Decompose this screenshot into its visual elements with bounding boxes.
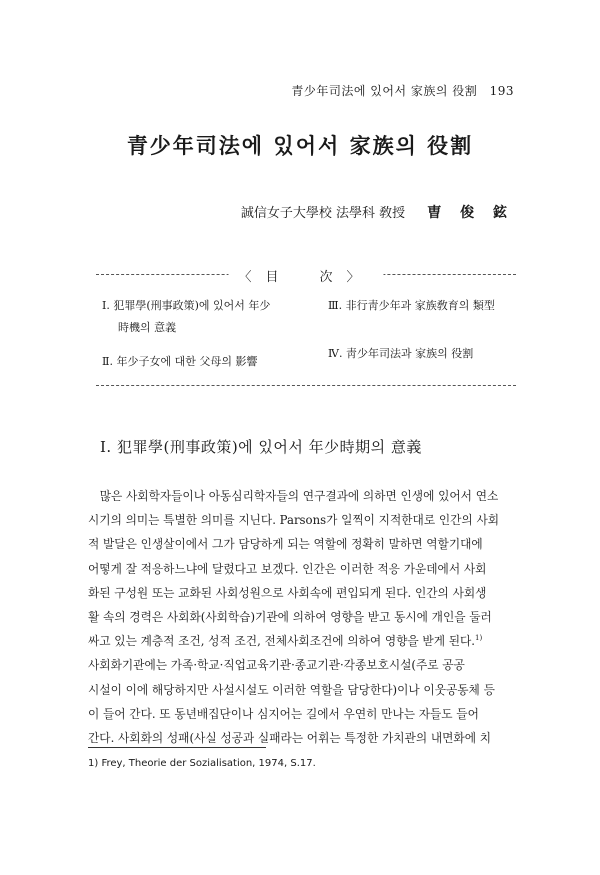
section-heading: I. 犯罪學(刑事政策)에 있어서 年少時期의 意義: [100, 438, 422, 456]
body-line: 적 발달은 인생살이에서 그가 담당하게 되는 역할에 정확히 말하면 역할기대에: [88, 537, 483, 552]
body-line: 어떻게 잘 적응하느냐에 달렸다고 보겠다. 인간은 이러한 적응 가운데에서 사회: [88, 561, 487, 576]
body-line: 간다. 사회화의 성패(사실 성공과 실패라는 어휘는 특정한 가치관의 내면화에 치: [88, 731, 491, 746]
running-title: 青少年司法에 있어서 家族의 役割: [291, 84, 478, 98]
toc-item-label: I. 犯罪學(刑事政策)에 있어서 年少: [102, 299, 271, 312]
author-affiliation: 誠信女子大學校 法學科 敎授: [240, 206, 406, 221]
body-line-with-footnote: [88, 629, 516, 653]
toc-item-2: [102, 353, 257, 369]
toc-title: 〈目 次〉: [228, 266, 383, 285]
footnote-reference[interactable]: 1): [475, 634, 483, 643]
toc-item-continuation: 時機의 意義: [118, 321, 177, 334]
footnote-divider: [88, 747, 266, 748]
toc-item-3: [328, 297, 495, 313]
body-line: 이 들어 간다. 또 동년배집단이나 심지어는 길에서 우연히 만나는 자들도 들어: [88, 706, 479, 721]
body-line: 시설이 이에 해당하지만 사설시설도 이러한 역할을 담당한다)이나 이웃공동체 등: [88, 682, 495, 697]
author-name: 曺 俊 鉉: [427, 205, 514, 221]
toc-item-label: Ⅲ. 非行靑少年과 家族敎育의 類型: [328, 299, 495, 312]
toc-item-label: Ⅳ. 靑少年司法과 家族의 役割: [328, 347, 474, 360]
body-line-text: 싸고 있는 계층적 조건, 성적 조건, 전체사회조건에 의하여 영향을 받게 된다.: [88, 634, 476, 649]
toc-item-1: [102, 297, 270, 335]
body-line: 화된 구성원 또는 교화된 사회성원으로 사회속에 편입되게 된다. 인간의 사회생: [88, 585, 487, 600]
body-line: 활 속의 경력은 사회화(사회학습)기관에 의하여 영향을 받고 동시에 개인을 둘러: [88, 610, 492, 625]
body-paragraph: [88, 484, 516, 750]
body-line: 시기의 의미는 특별한 의미를 지닌다. Parsons가 일찍이 지적한대로 인간의 사회: [88, 513, 500, 528]
paper-title: 青少年司法에 있어서 家族의 役割: [126, 133, 474, 158]
toc-item-4: [328, 345, 473, 361]
running-header: [291, 82, 514, 99]
body-line: 사회화기관에는 가족·학교·직업교육기관·종교기관·각종보호시설(주로 공공: [88, 658, 465, 673]
toc-item-label: Ⅱ. 年少子女에 대한 父母의 影響: [102, 355, 258, 368]
page-number: 193: [489, 84, 514, 98]
author-block: [241, 202, 514, 222]
footnote: 1) Frey, Theorie der Sozialisation, 1974, S.17.: [88, 758, 316, 769]
body-line: 많은 사회학자들이나 아동심리학자들의 연구결과에 의하면 인생에 있어서 연소: [88, 489, 499, 503]
table-of-contents: [96, 270, 516, 386]
